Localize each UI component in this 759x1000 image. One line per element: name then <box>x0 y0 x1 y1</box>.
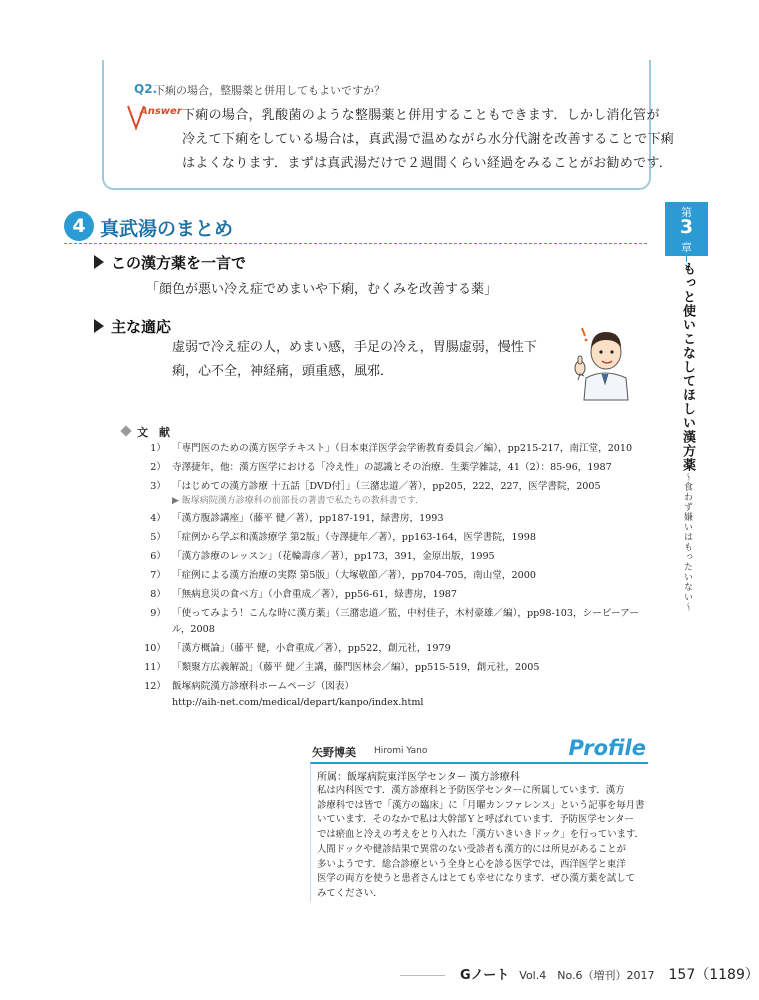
reference-text: 「症例から学ぶ和漢診療学 第2版」（寺澤捷年／著），pp163-164，医学書院，1998 <box>172 532 536 543</box>
chapter-number: 3 <box>679 216 694 238</box>
reference-text: 「はじめての漢方診療 十五話［DVD付］」（三潴忠道／著），pp205，222，227，医学書院，2005 <box>172 481 601 492</box>
reference-text: 寺澤捷年，他：漢方医学における「冷え性」の認識とその治療．生薬学雑誌，41（2）：85-96，1987 <box>172 462 612 473</box>
profile-line: 診療科では皆で「漢方の臨床」に「月曜カンファレンス」という記事を毎月書 <box>317 799 645 811</box>
profile-line: みてください． <box>317 887 383 899</box>
reference-number: 5） <box>150 532 166 543</box>
reference-item <box>132 479 642 508</box>
references-list <box>132 441 642 714</box>
reference-note: ▶ 飯塚病院漢方診療科の前部長の著書で私たちの教科書です． <box>172 496 425 506</box>
author-profile <box>310 736 648 900</box>
reference-url[interactable]: http://aih-net.com/medical/depart/kanpo/index.html <box>172 697 424 708</box>
page-footer <box>460 964 759 984</box>
answer-text <box>182 104 675 176</box>
chapter-title <box>677 262 697 612</box>
reference-item <box>132 606 642 638</box>
reference-number: 6） <box>150 551 166 562</box>
reference-number: 10） <box>144 643 166 654</box>
reference-number: 7） <box>150 570 166 581</box>
reference-number: 4） <box>150 513 166 524</box>
chapter-subtitle: 〜食わず嫌いはもったいない〜 <box>682 472 692 612</box>
reference-item <box>132 679 642 711</box>
reference-number: 2） <box>150 462 166 473</box>
chapter-tab <box>665 202 708 256</box>
reference-item <box>132 568 642 584</box>
section-title: 真武湯のまとめ <box>100 218 234 240</box>
reference-item <box>132 641 642 657</box>
summary-text: 「顔色が悪い冷え症でめまいや下痢，むくみを改善する薬」 <box>146 282 498 297</box>
reference-text: 飯塚病院漢方診療科ホームページ（図表） <box>172 681 355 692</box>
reference-number: 9） <box>150 608 166 619</box>
reference-number: 12） <box>144 681 166 692</box>
reference-item <box>132 587 642 603</box>
reference-text: 「漢方診療のレッスン」（花輪壽彦／著），pp173，391，金原出版，1995 <box>172 551 495 562</box>
footer-rule <box>400 975 445 976</box>
question-label: Q2. <box>134 82 158 96</box>
reference-text: 「漢方腹診講座」（藤平 健／著），pp187-191，緑書房，1993 <box>172 513 444 524</box>
references-heading-label: 文 献 <box>137 426 170 439</box>
profile-line: 医学の両方を使うと患者さんはとても幸せになります．ぜひ漢方薬を試して <box>317 873 636 885</box>
profile-line: 人間ドックや健診結果で異常のない受診者も漢方的には所見があることが <box>317 843 627 855</box>
answer-line: 冷えて下痢をしている場合は，真武湯で温めながら水分代謝を改善することで下痢 <box>182 132 675 147</box>
profile-badge: Profile <box>568 736 646 760</box>
reference-number: 11） <box>144 662 166 673</box>
reference-item <box>132 549 642 565</box>
reference-number: 8） <box>150 589 166 600</box>
reference-text: 「使ってみよう！こんな時に漢方薬」（三潴忠道／監，中村佳子，木村豪雄／編），pp98-103，シービーアール，2008 <box>172 608 640 635</box>
indications-text <box>172 336 537 384</box>
journal-name: Gノート <box>460 968 510 983</box>
subheading-indications-label: 主な適応 <box>111 318 172 336</box>
qa-box <box>102 60 675 190</box>
reference-number: 1） <box>150 443 166 454</box>
reference-text: 「専門医のための漢方医学テキスト」（日本東洋医学会学術教育委員会／編），pp215-217，南江堂，2010 <box>172 443 633 454</box>
reference-item <box>132 511 642 527</box>
profile-box <box>310 762 648 902</box>
author-affiliation: 所属：飯塚病院東洋医学センター 漢方診療科 <box>317 772 520 783</box>
indications-line: 虚弱で冷え症の人，めまい感，手足の冷え，胃腸虚弱，慢性下 <box>172 340 537 355</box>
diamond-bullet-icon <box>120 425 131 436</box>
journal-volume: Vol.4 No.6（増刊）2017 <box>519 969 655 982</box>
author-name: 矢野博美 <box>312 746 356 759</box>
chapter-title-text: もっと使いこなしてほしい漢方薬 <box>680 262 695 472</box>
answer-line: 下痢の場合，乳酸菌のような整腸薬と併用することもできます．しかし消化管が <box>182 108 660 123</box>
reference-text: 「漢方概論」（藤平 健，小倉重成／著），pp522，創元社，1979 <box>172 643 451 654</box>
triangle-bullet-icon <box>94 319 104 333</box>
page-number: 157（1189） <box>668 967 759 983</box>
profile-body <box>317 784 647 902</box>
answer-line: はよくなります．まずは真武湯だけで２週間くらい経過をみることがお勧めです． <box>182 156 673 171</box>
doctor-thumbs-up-illustration <box>570 318 640 400</box>
reference-text: 「無病息災の食べ方」（小倉重成／著），pp56-61，緑書房，1987 <box>172 589 458 600</box>
chapter-tab-suffix: 章 <box>681 241 692 254</box>
reference-item <box>132 460 642 476</box>
subheading-indications <box>94 316 171 337</box>
question-text: 下痢の場合，整腸薬と併用してもよいですか？ <box>154 84 385 97</box>
answer-mark <box>126 102 182 126</box>
section-number-badge: 4 <box>64 211 94 241</box>
reference-number: 3） <box>150 481 166 492</box>
reference-text: 「症例による漢方治療の実際 第5版」（大塚敬節／著），pp704-705，南山堂，2000 <box>172 570 536 581</box>
profile-line: 私は内科医です．漢方診療科と予防医学センターに所属しています．漢方 <box>317 785 625 796</box>
profile-line: では瘀血と冷えの考えをとり入れた「漢方いきいきドック」を行っています． <box>317 829 645 841</box>
reference-item <box>132 660 642 676</box>
author-name-english: Hiromi Yano <box>374 746 428 756</box>
subheading-summary-label: この漢方薬を一言で <box>111 254 247 272</box>
chapter-tab-prefix: 第 <box>681 206 692 219</box>
indications-line: 痢，心不全，神経痛，頭重感，風邪． <box>172 364 394 379</box>
reference-item <box>132 441 642 457</box>
subheading-summary <box>94 252 246 273</box>
profile-line: いています．そのなかで私は大幹部Ｙと呼ばれています．予防医学センター <box>317 814 634 826</box>
section-heading <box>64 212 647 244</box>
profile-line: 多いようです．総合診療という全身と心を診る医学では，西洋医学と東洋 <box>317 858 626 870</box>
answer-label: Answer <box>140 106 182 117</box>
reference-item <box>132 530 642 546</box>
triangle-bullet-icon <box>94 255 104 269</box>
references-heading <box>122 424 170 440</box>
reference-text: 「類聚方広義解説」（藤平 健／主講，藤門医林会／編），pp515-519，創元社，2005 <box>172 662 540 673</box>
